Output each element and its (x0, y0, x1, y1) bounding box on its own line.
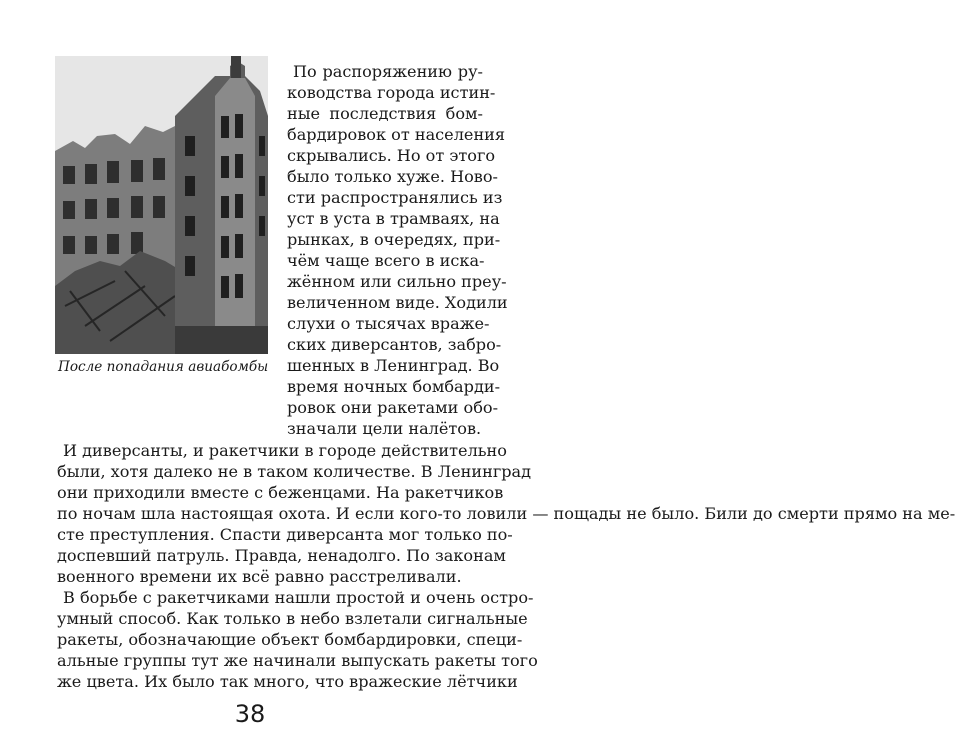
text-line: доспевший патруль. Правда, ненадолго. По законам (57, 546, 506, 565)
text-line: же цвета. Их было так много, что вражеские лётчики (57, 672, 518, 691)
text-line: ракеты, обозначающие объект бомбардировки, специ- (57, 630, 523, 649)
text-line: они приходили вместе с беженцами. На ракетчиков (57, 483, 504, 502)
text-line: значали цели налётов. (287, 419, 482, 438)
text-line: бардировок от населения (287, 125, 506, 144)
text-line: ные последствия бом- (287, 104, 483, 123)
text-line: скрывались. Но от этого (287, 146, 496, 165)
text-line: слухи о тысячах враже- (287, 314, 490, 333)
text-line: И диверсанты, и ракетчики в городе действительно (63, 441, 507, 460)
text-line: альные группы тут же начинали выпускать ракеты того (57, 651, 538, 670)
text-line: военного времени их всё равно расстреливали. (57, 567, 462, 586)
text-line: было только хуже. Ново- (287, 167, 498, 186)
text-line: ровок они ракетами обо- (287, 398, 499, 417)
text-line: ководства города истин- (287, 83, 496, 102)
text-line: В борьбе с ракетчиками нашли простой и очень остро- (63, 588, 534, 607)
bombed-building-photo (55, 56, 268, 354)
text-line: умный способ. Как только в небо взлетали сигнальные (57, 609, 528, 628)
photo-caption: После попадания авиабомбы (58, 359, 269, 375)
page-number: 38 (234, 700, 266, 728)
text-line: рынках, в очередях, при- (287, 230, 501, 249)
bombed-building-image (55, 56, 268, 354)
text-line: сти распространялись из (287, 188, 503, 207)
text-line: были, хотя далеко не в таком количестве. В Ленинград (57, 462, 532, 481)
text-line: По распоряжению ру- (293, 62, 483, 81)
text-line: сте преступления. Спасти диверсанта мог только по- (57, 525, 513, 544)
text-line: время ночных бомбарди- (287, 377, 501, 396)
text-line: величенном виде. Ходили (287, 293, 508, 312)
text-line: уст в уста в трамваях, на (287, 209, 500, 228)
text-line: жённом или сильно преу- (287, 272, 507, 291)
text-line: ских диверсантов, забро- (287, 335, 502, 354)
text-line: чём чаще всего в иска- (287, 251, 485, 270)
text-line: по ночам шла настоящая охота. И если кого-то ловили — пощады не было. Били до смерти прямо на ме- (57, 504, 955, 523)
text-line: шенных в Ленинград. Во (287, 356, 500, 375)
